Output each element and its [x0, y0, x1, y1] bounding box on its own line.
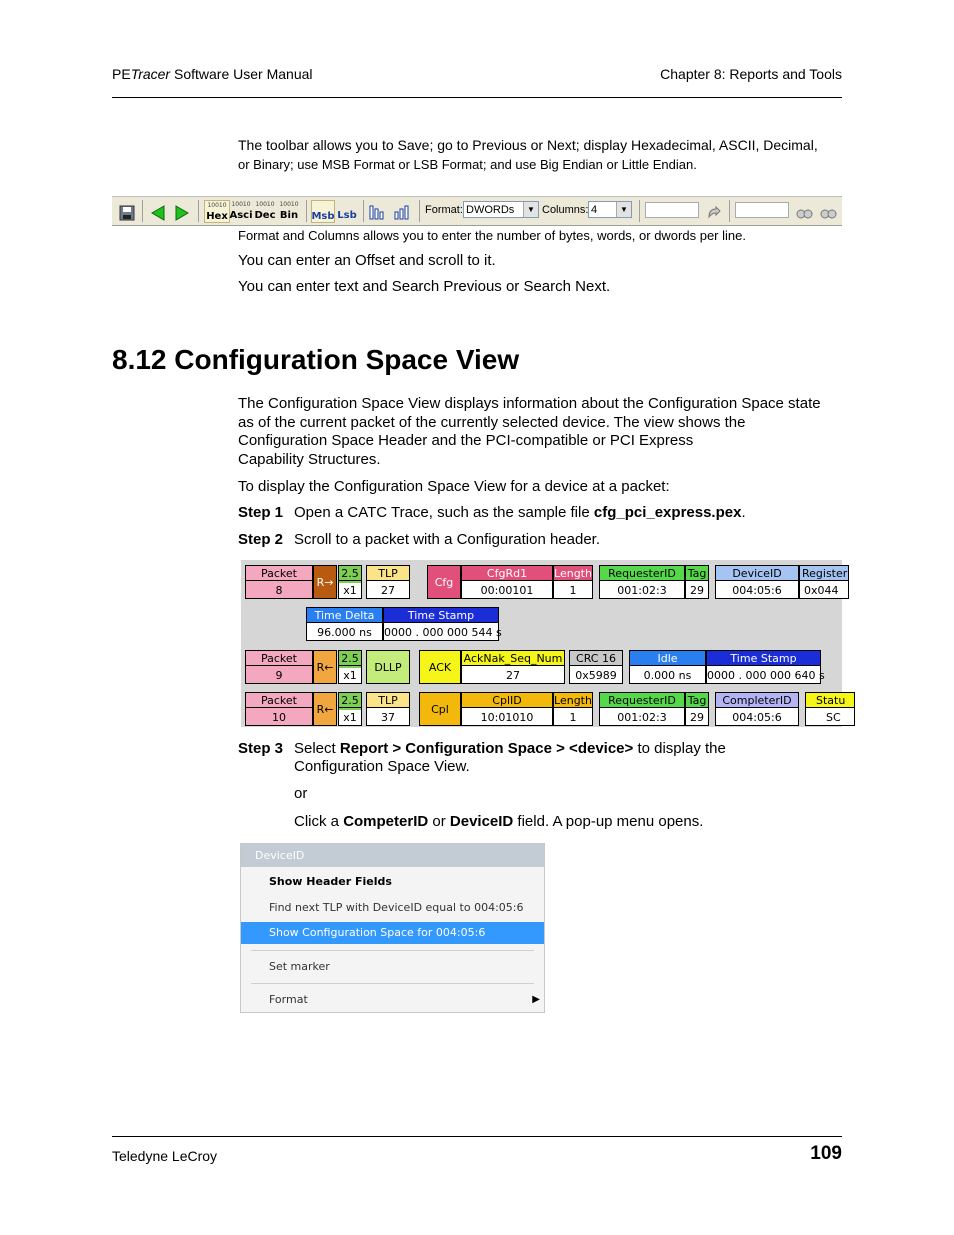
footer-rule — [112, 1136, 842, 1137]
format-label: Format: — [425, 204, 463, 216]
direction-field[interactable]: R→ — [313, 565, 337, 599]
paragraph-line: as of the current packet of the currently selected device. The view shows the — [238, 414, 746, 431]
acknak-seq-field[interactable]: AckNak_Seq_Num 27 — [461, 650, 565, 684]
step-3: Step 3 Select Report > Configuration Space > <device> to display the — [238, 740, 726, 757]
packet-field[interactable]: Packet 9 — [245, 650, 313, 684]
columns-label: Columns: — [542, 204, 589, 216]
dllp-field[interactable]: DLLP — [366, 650, 410, 684]
sample-file-name: cfg_pci_express.pex — [593, 504, 742, 521]
time-stamp-field[interactable]: Time Stamp 0000 . 000 000 640 s — [707, 652, 825, 682]
step-label: Step 2 — [238, 531, 284, 548]
binary-button[interactable]: 10010 Bin — [279, 201, 299, 221]
ascii-button[interactable]: 10010 Asci — [229, 201, 253, 221]
requester-id-field[interactable]: RequesterID 001:02:3 — [599, 565, 685, 599]
chevron-down-icon: ▼ — [616, 202, 631, 217]
menu-item-show-header-fields[interactable]: Show Header Fields — [269, 875, 392, 888]
click-instruction: Click a CompeterID or DeviceID field. A pop-up menu opens. — [294, 813, 704, 830]
toolbar-description-line1: The toolbar allows you to Save; go to Previous or Next; display Hexadecimal, ASCII, Decimal, — [238, 137, 818, 153]
menu-separator — [251, 983, 534, 984]
ack-field[interactable]: ACK — [419, 650, 461, 684]
cplid-field[interactable]: CplID 10:01010 — [461, 692, 553, 726]
tag-field[interactable]: Tag 29 — [685, 692, 709, 726]
chevron-down-icon: ▼ — [523, 202, 538, 217]
little-endian-icon[interactable] — [392, 200, 414, 221]
device-id-popup-menu — [240, 843, 545, 1013]
toolbar-separator — [363, 200, 364, 222]
menu-separator — [251, 950, 534, 951]
toolbar-description-line2: or Binary; use MSB Format or LSB Format; and use Big Endian or Little Endian. — [238, 157, 697, 172]
tlp-field[interactable]: TLP 27 — [366, 565, 410, 599]
step-label: Step 1 — [238, 504, 284, 521]
requester-id-field[interactable]: RequesterID 001:02:3 — [599, 692, 685, 726]
decimal-button[interactable]: 10010 Dec — [254, 201, 276, 221]
toolbar-separator — [142, 200, 143, 222]
search-text: You can enter text and Search Previous or Search Next. — [238, 278, 611, 295]
msb-format-button[interactable]: Msb — [311, 200, 335, 223]
completer-id-field[interactable]: CompleterID 004:05:6 — [715, 692, 799, 726]
toolbar-separator — [639, 200, 640, 222]
menu-path: Report > Configuration Space > <device> — [339, 740, 634, 757]
big-endian-icon[interactable] — [368, 200, 388, 221]
header-rule — [112, 97, 842, 98]
register-field[interactable]: Register 0x044 — [799, 565, 849, 599]
search-input[interactable] — [735, 202, 789, 218]
previous-icon[interactable] — [149, 200, 167, 221]
idle-field[interactable]: Idle 0.000 ns — [629, 650, 706, 684]
step-1: Step 1 Open a CATC Trace, such as the sample file cfg_pci_express.pex. — [238, 504, 746, 521]
offset-input[interactable] — [645, 202, 699, 218]
scroll-to-offset-icon[interactable] — [704, 200, 722, 221]
page-number: 109 — [810, 1143, 842, 1164]
columns-select[interactable]: 4 ▼ — [588, 201, 632, 218]
direction-field[interactable]: R← — [313, 650, 337, 684]
length-field[interactable]: Length 1 — [554, 694, 592, 724]
running-header-chapter: Chapter 8: Reports and Tools — [660, 66, 842, 82]
link-field[interactable]: 2.5 x1 — [338, 565, 362, 599]
menu-item-format[interactable]: Format ▶ — [241, 989, 544, 1011]
paragraph-line: Capability Structures. — [238, 451, 381, 468]
packet-field[interactable]: Packet 8 — [245, 565, 313, 599]
save-icon[interactable] — [118, 200, 136, 221]
format-columns-text: Format and Columns allows you to enter the number of bytes, words, or dwords per line. — [238, 228, 746, 243]
next-icon[interactable] — [173, 200, 191, 221]
time-delta-field[interactable]: Time Delta 96.000 ns — [306, 607, 383, 641]
popup-header: DeviceID — [241, 844, 544, 867]
lsb-format-button[interactable]: Lsb — [337, 210, 357, 221]
status-field[interactable]: Statu SC — [805, 692, 855, 726]
crc-field[interactable]: CRC 16 0x5989 — [569, 650, 623, 684]
hex-button[interactable]: 10010 Hex — [204, 200, 230, 223]
cfgrd-field[interactable]: CfgRd1 00:00101 — [461, 565, 553, 599]
menu-item-find-next-tlp[interactable]: Find next TLP with DeviceID equal to 004:05:6 — [269, 901, 524, 914]
step-3-continuation: Configuration Space View. — [294, 758, 470, 775]
or-text: or — [294, 785, 308, 802]
direction-field[interactable]: R← — [313, 692, 337, 726]
type-field[interactable]: Cfg — [427, 565, 461, 599]
step-2: Step 2 Scroll to a packet with a Configuration header. — [238, 531, 601, 548]
type-field[interactable]: Cpl — [419, 692, 461, 726]
submenu-arrow-icon: ▶ — [532, 994, 540, 1005]
toolbar-separator — [419, 200, 420, 222]
hex-view-toolbar — [112, 196, 842, 226]
search-previous-icon[interactable] — [794, 200, 814, 221]
packet-field[interactable]: Packet 10 — [245, 692, 313, 726]
search-next-icon[interactable] — [818, 200, 838, 221]
length-field[interactable]: Length 1 — [554, 567, 592, 597]
device-id-field[interactable]: DeviceID 004:05:6 — [715, 565, 799, 599]
footer-company: Teledyne LeCroy — [112, 1148, 218, 1164]
paragraph-line: To display the Configuration Space View for a device at a packet: — [238, 478, 670, 495]
offset-text: You can enter an Offset and scroll to it. — [238, 252, 496, 269]
link-field[interactable]: 2.5 x1 — [338, 692, 362, 726]
toolbar-separator — [198, 200, 199, 222]
tag-field[interactable]: Tag 29 — [685, 565, 709, 599]
time-stamp-field[interactable]: Time Stamp 0000 . 000 000 544 s — [384, 609, 502, 639]
toolbar-separator — [729, 200, 730, 222]
link-field[interactable]: 2.5 x1 — [338, 650, 362, 684]
running-header-title: PETracer Software User Manual — [112, 66, 313, 82]
trace-view — [241, 560, 848, 727]
menu-item-set-marker[interactable]: Set marker — [269, 960, 330, 973]
paragraph-line: Configuration Space Header and the PCI-compatible or PCI Express — [238, 432, 694, 449]
menu-item-show-configuration-space[interactable]: Show Configuration Space for 004:05:6 — [241, 922, 544, 944]
toolbar-separator — [306, 200, 307, 222]
step-label: Step 3 — [238, 740, 284, 757]
format-select[interactable]: DWORDs ▼ — [463, 201, 539, 218]
section-heading: 8.12 Configuration Space View — [112, 344, 520, 375]
tlp-field[interactable]: TLP 37 — [366, 692, 410, 726]
paragraph-line: The Configuration Space View displays information about the Configuration Space state — [238, 395, 821, 412]
